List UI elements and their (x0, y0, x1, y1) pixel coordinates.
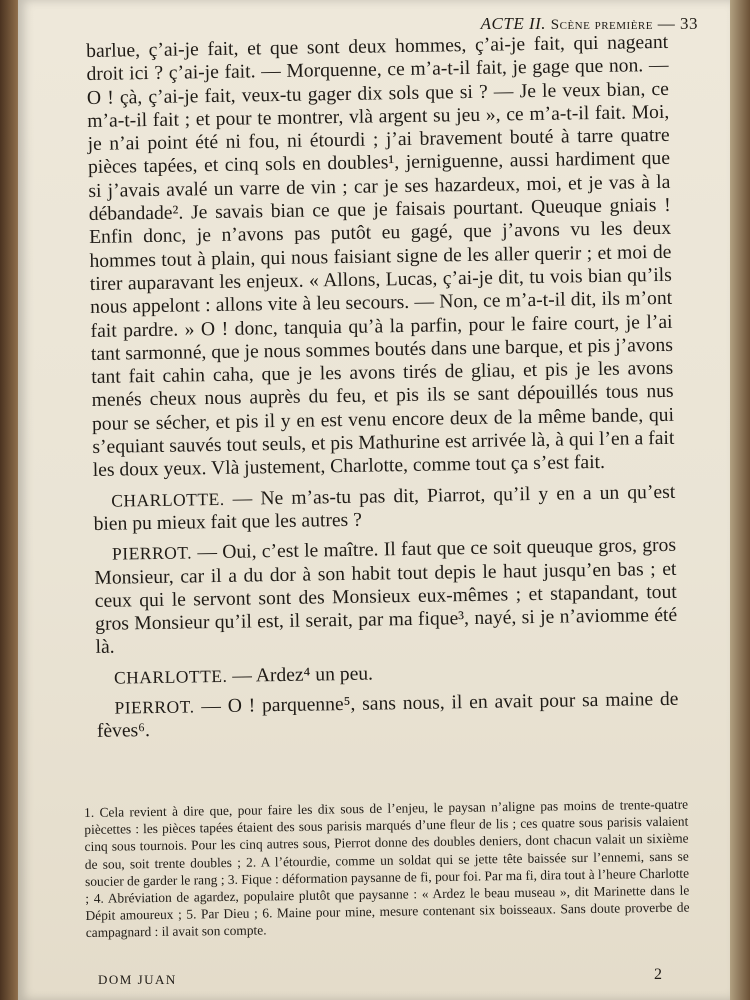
speech-pierrot-1 (94, 534, 678, 660)
speaker-name: CHARLOTTE. (111, 488, 225, 511)
speech-text: — Oui, c’est le maître. Il faut que ce soit queuque gros, gros Monsieur, car il a du dor à son habit tout depis le haut jusqu’en bas ; et ceux qui le servont sont des Monsieux eux-mêmes ; et stapandant, tout gros Monsieur qu’il est, il serait, par ma fique³, nayé, si je n’aviomme été là. (94, 535, 678, 659)
book-page (18, 0, 730, 1000)
main-text (86, 31, 679, 744)
footer-signature-number: 2 (654, 966, 662, 983)
header-scene: Scène première (550, 17, 653, 33)
speech-text: — Ne m’as-tu pas dit, Piarrot, qu’il y en a un qu’est bien pu mieux fait que les autres ? (93, 481, 676, 535)
header-act: ACTE II. (480, 14, 547, 33)
book-edge-right (728, 0, 750, 1000)
speaker-name: CHARLOTTE. (113, 665, 228, 688)
speech-charlotte-1 (93, 480, 676, 536)
speaker-name: PIERROT. (114, 696, 195, 718)
header-dash: — (657, 14, 676, 33)
speech-charlotte-2 (96, 657, 678, 689)
speech-text: — Ardez⁴ un peu. (232, 663, 374, 687)
speech-text: — O ! parquenne⁵, sans nous, il en avait pour sa maine de fèves⁶. (96, 688, 679, 743)
speech-pierrot-2 (96, 688, 679, 744)
footer-title: DOM JUAN (98, 972, 177, 987)
speaker-name: PIERROT. (111, 542, 193, 564)
footnotes (84, 796, 690, 942)
footnotes-text: 1. Cela revient à dire que, pour faire les dix sous de l’enjeu, le paysan n’aligne pas moins de trente-quatre piècettes : les pièces tapées étaient des sous parisis marqués d’une fleur de lis ; ces quatre sous parisis valaient cinq sous tournois. Pour les cinq autres sous, Pierrot donne des doubles deniers, dont chacun valait un sixième de sou, soit trente doubles ; 2. A l’étourdie, comme un soldat qui se jette tête baissée sur l’ennemi, sans se soucier de garder le rang ; 3. Fique : déformation paysanne de fi, pour foi. Par ma fi, dira tout à l’heure Charlotte ; 4. Abréviation de agardez, populaire plutôt que paysanne : « Ardez le beau museau », dit Marinette dans le Dépit amoureux ; 5. Par Dieu ; 6. Maine pour mine, mesure contenant six boisseaux. Sans doute proverbe de campagnard : il avait son compte. (84, 796, 690, 941)
header-page-number: 33 (680, 14, 698, 33)
opening-paragraph: barlue, ç’ai-je fait, et que sont deux hommes, ç’ai-je fait, qui nageant droit ici ? ç’ai-je fait. — Morquenne, ce m’a-t-il fait, je gage que non. — O ! çà, ç’ai-je fait, veux-tu gager dix sols que si ? — Je le veux bian, ce m’a-t-il fait ; et pour te montrer, vlà argent su jeu », ce m’a-t-il fait. Moi, je n’ai point été ni fou, ni étourdi ; j’ai bravement bouté à tarre quatre pièces tapées, et cinq sols en doubles¹, jerniguenne, aussi hardiment que si j’avais avalé un varre de vin ; car je ses hazardeux, moi, et je vas à la débandade². Je savais bian ce que je faisais pourtant. Queuque gniais ! Enfin donc, je n’avons pas putôt eu gagé, que j’avons vu les deux hommes tout à plain, qui nous faisiant signe de les aller querir ; et moi de tirer auparavant les enjeux. « Allons, Lucas, ç’ai-je dit, tu vois bian qu’ils nous appelont : allons vite à leu secours. — Non, ce m’a-t-il dit, ils m’ont fait pardre. » O ! donc, tanquia qu’à la parfin, pour le faire court, je l’ai tant sarmonné, que je nous sommes boutés dans une barque, et pis j’avons tant fait cahin caha, que je les avons tirés de gliau, et pis je les avons menés cheux nous auprès du feu, et pis ils se sant dépouillés tous nus pour se sécher, et pis il y en est venu encore deux de la même bande, qui s’equiant sauvés tout seuls, et pis Mathurine est arrivée là, à qui l’en a fait les doux yeux. Vlà justement, Charlotte, comme tout ça s’est fait. (86, 31, 675, 482)
